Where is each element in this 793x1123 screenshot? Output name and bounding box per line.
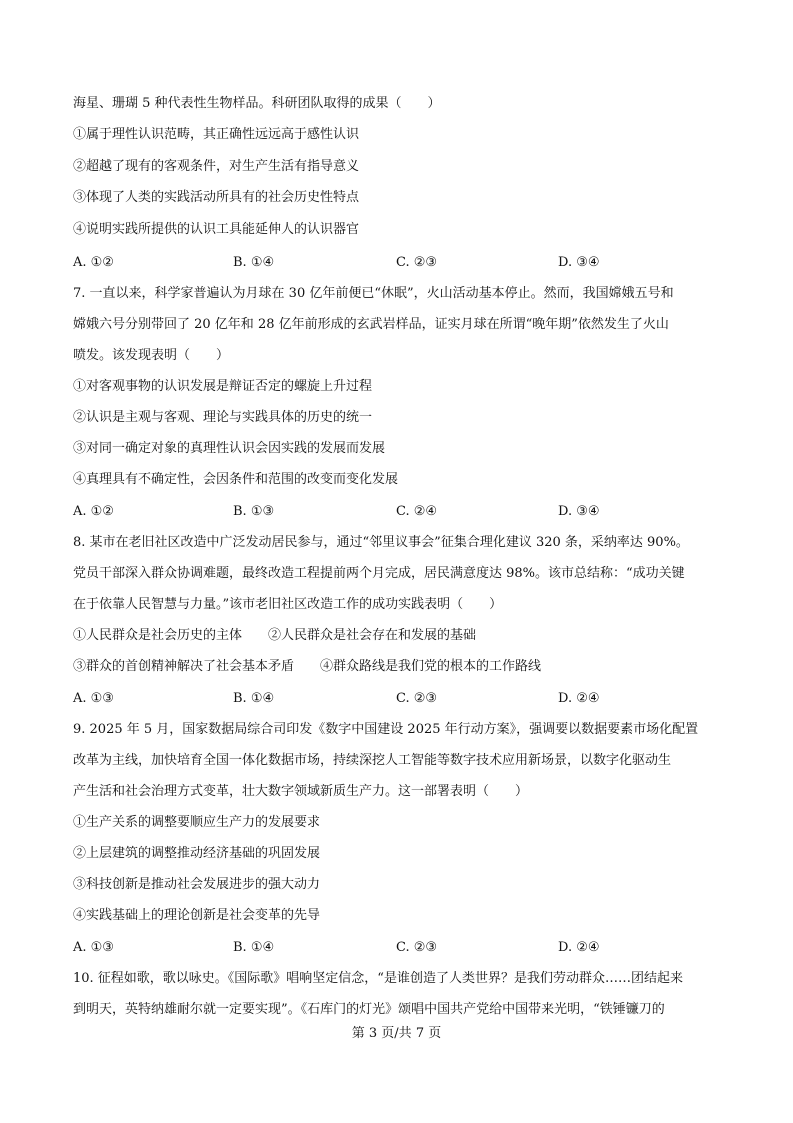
q9-stem-line-3: 产生活和社会治理方式变革，壮大数字领域新质生产力。这一部署表明（ ） (73, 784, 529, 799)
q7-item-3: ③对同一确定对象的真理性认识会因实践的发展而发展 (73, 441, 386, 456)
q9-option-c[interactable]: C. ②③ (396, 940, 438, 955)
q8-options (73, 689, 733, 709)
q8-stem-line-3: 在于依靠人民智慧与力量。”该市老旧社区改造工作的成功实践表明（ ） (73, 597, 503, 612)
q8-items-line-1: ①人民群众是社会历史的主体 ②人民群众是社会存在和发展的基础 (73, 628, 477, 643)
q6-option-b[interactable]: B. ①④ (233, 255, 275, 270)
q8-stem-line-2: 党员干部深入群众协调难题，最终改造工程提前两个月完成，居民满意度达 98%。该市总结称：“成功关键 (73, 566, 685, 581)
q7-option-d[interactable]: D. ③④ (558, 504, 600, 519)
q6-option-a[interactable]: A. ①② (73, 255, 114, 270)
q6-item-2: ②超越了现有的客观条件，对生产生活有指导意义 (73, 159, 360, 174)
q9-stem-line-1: 9. 2025 年 5 月，国家数据局综合司印发《数字中国建设 2025 年行动方案》，强调要以数据要素市场化配置 (73, 722, 699, 737)
q8-items-line-2: ③群众的首创精神解决了社会基本矛盾 ④群众路线是我们党的根本的工作路线 (73, 659, 542, 674)
q7-stem-line-1: 7. 一直以来，科学家普遍认为月球在 30 亿年前便已“休眠”，火山活动基本停止。然而，我国嫦娥五号和 (73, 286, 674, 301)
q8-option-b[interactable]: B. ①④ (233, 691, 275, 706)
q7-stem-line-2: 嫦娥六号分别带回了 20 亿年和 28 亿年前形成的玄武岩样品，证实月球在所谓“晚年期”依然发生了火山 (73, 317, 669, 332)
q8-stem-line-1: 8. 某市在老旧社区改造中广泛发动居民参与，通过“邻里议事会”征集合理化建议 320 条，采纳率达 90%。 (73, 535, 689, 550)
q9-item-4: ④实践基础上的理论创新是社会变革的先导 (73, 908, 321, 923)
q9-option-d[interactable]: D. ②④ (558, 940, 600, 955)
q6-item-1: ①属于理性认识范畴，其正确性远远高于感性认识 (73, 127, 360, 142)
q10-stem-line-1: 10. 征程如歌，歌以咏史。《国际歌》唱响坚定信念，“是谁创造了人类世界？是我们劳动群众……团结起来 (73, 971, 683, 986)
q6-stem-line: 海星、珊瑚 5 种代表性生物样品。科研团队取得的成果（ ） (73, 96, 441, 111)
q7-stem-line-3: 喷发。该发现表明（ ） (73, 348, 230, 363)
q9-item-2: ②上层建筑的调整推动经济基础的巩固发展 (73, 846, 321, 861)
q7-options (73, 502, 733, 522)
q9-item-1: ①生产关系的调整要顺应生产力的发展要求 (73, 815, 321, 830)
q9-item-3: ③科技创新是推动社会发展进步的强大动力 (73, 877, 321, 892)
q6-option-c[interactable]: C. ②③ (396, 255, 438, 270)
q6-item-4: ④说明实践所提供的认识工具能延伸人的认识器官 (73, 222, 360, 237)
q7-item-1: ①对客观事物的认识发展是辩证否定的螺旋上升过程 (73, 379, 373, 394)
q6-option-d[interactable]: D. ③④ (558, 255, 600, 270)
q9-options (73, 938, 733, 958)
q9-option-b[interactable]: B. ①④ (233, 940, 275, 955)
page-number: 第 3 页/共 7 页 (351, 1026, 442, 1041)
q6-options (73, 253, 733, 273)
q9-stem-line-2: 改革为主线，加快培育全国一体化数据市场，持续深挖人工智能等数字技术应用新场景，以数字化驱动生 (73, 753, 672, 768)
q6-item-3: ③体现了人类的实践活动所具有的社会历史性特点 (73, 190, 360, 205)
q8-option-a[interactable]: A. ①③ (73, 691, 114, 706)
q7-item-2: ②认识是主观与客观、理论与实践具体的历史的统一 (73, 410, 373, 425)
q10-stem-line-2: 到明天，英特纳雄耐尔就一定要实现”。《石库门的灯光》颂唱中国共产党给中国带来光明，“铁锤镰刀的 (73, 1002, 665, 1017)
q7-option-c[interactable]: C. ②④ (396, 504, 438, 519)
q7-option-a[interactable]: A. ①② (73, 504, 114, 519)
q7-item-4: ④真理具有不确定性，会因条件和范围的改变而变化发展 (73, 472, 399, 487)
q9-option-a[interactable]: A. ①③ (73, 940, 114, 955)
q8-option-d[interactable]: D. ②④ (558, 691, 600, 706)
q8-option-c[interactable]: C. ②③ (396, 691, 438, 706)
q7-option-b[interactable]: B. ①③ (233, 504, 275, 519)
